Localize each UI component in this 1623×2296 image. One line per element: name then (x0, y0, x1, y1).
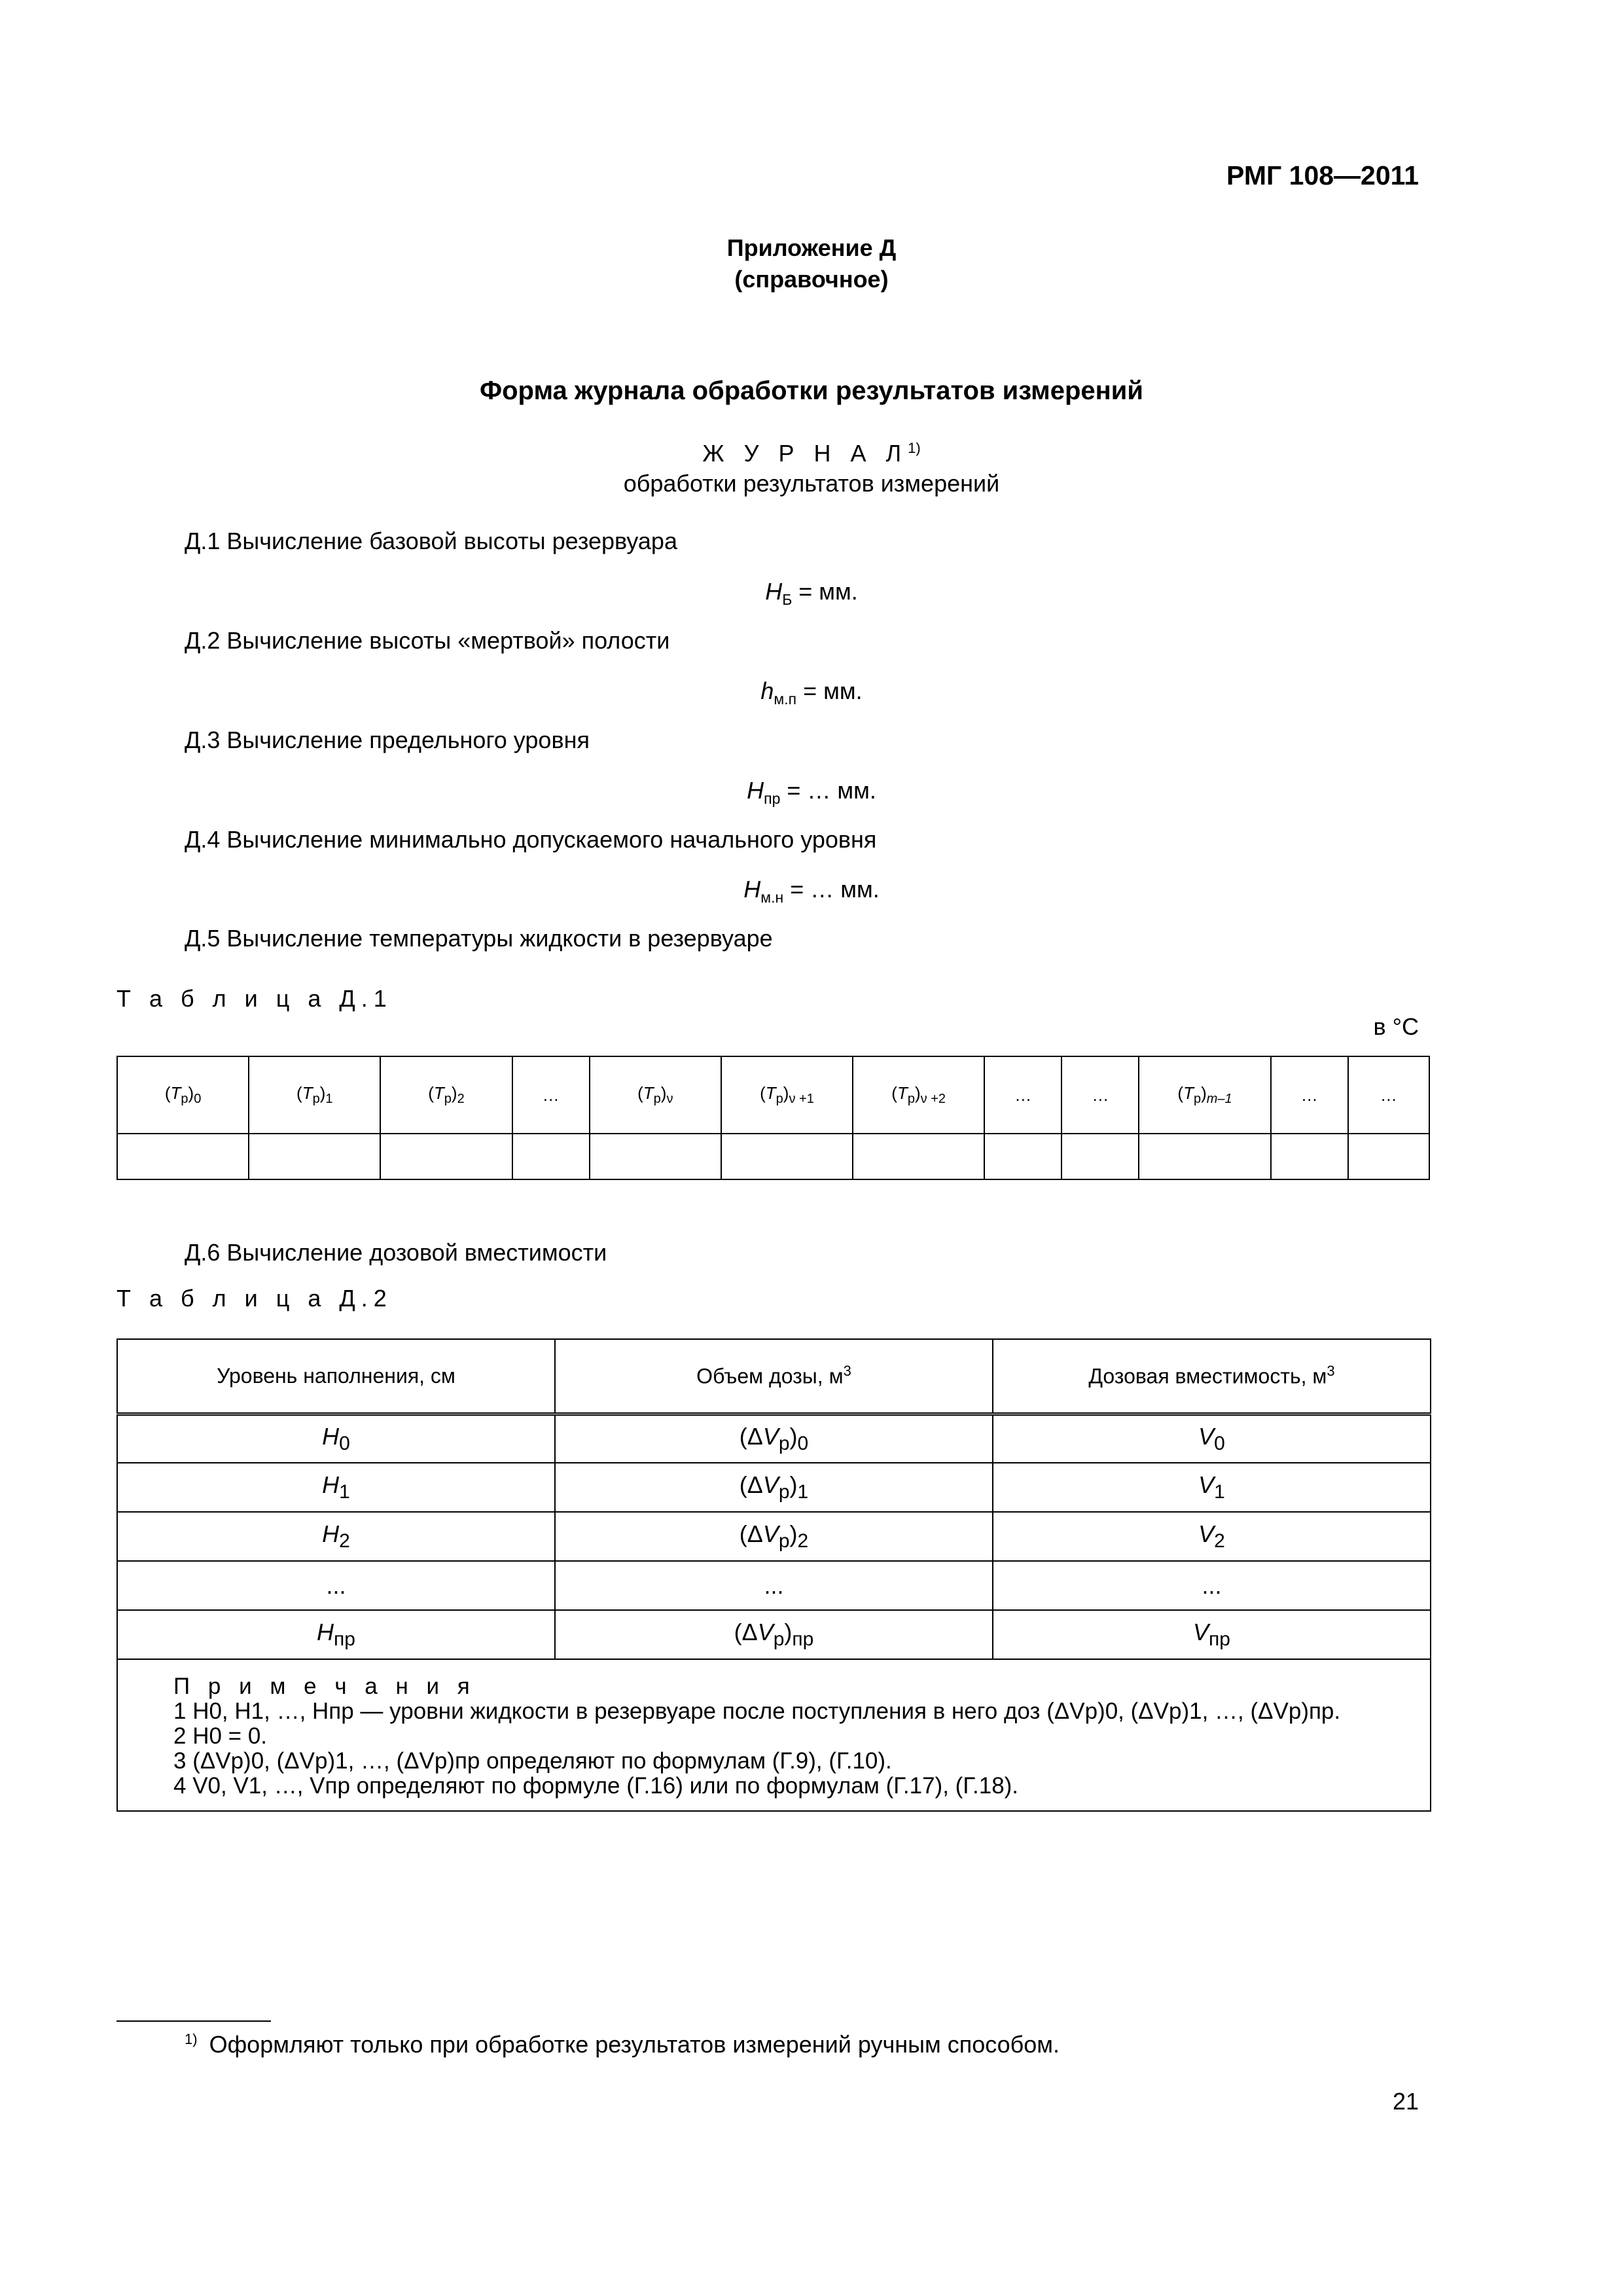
annex-title: Приложение Д (726, 234, 897, 261)
footnote-text: Оформляют только при обработке результатов измерений ручным способом. (209, 2031, 1060, 2058)
table-d1-caption: Т а б л и ц а Д.1 (116, 985, 393, 1012)
table-d1-col-5: $(T_р)_{\nu +1}$ (721, 1056, 853, 1134)
table-d1-col-2: $(T_р)_2$ (380, 1056, 512, 1134)
table-d1-col-10: … (1271, 1056, 1348, 1134)
note-4: 4 V0, V1, …, Vпр определяют по формуле (Г.16) или по формулам (Г.17), (Г.18). (173, 1773, 1019, 1799)
journal-title-text: Ж У Р Н А Л (702, 440, 908, 467)
table-d2 (116, 1338, 1431, 1812)
table-d1-empty-cell (249, 1134, 380, 1179)
table-d1-col-8: … (1061, 1056, 1139, 1134)
footnote (185, 2031, 1060, 2058)
table-d1-empty-cell (721, 1134, 853, 1179)
table-d1-empty-cell (1061, 1134, 1139, 1179)
table-d1-empty-cell (1271, 1134, 1348, 1179)
section-d4-label: Д.4 Вычисление минимально допускаемого начального уровня (185, 826, 877, 853)
note-3: 3 (ΔVр)0, (ΔVр)1, …, (ΔVр)пр определяют по формулам (Г.9), (Г.10). (173, 1748, 892, 1774)
document-code: РМГ 108—2011 (1226, 160, 1419, 190)
table-d2-header-row (117, 1339, 1431, 1414)
footnote-divider (116, 2020, 271, 2022)
table-d1-empty-cell (984, 1134, 1061, 1179)
section-d5-label: Д.5 Вычисление температуры жидкости в резервуаре (185, 925, 773, 952)
journal-footnote-mark: 1) (908, 440, 921, 456)
table-d2-notes-row (117, 1659, 1431, 1811)
annex-heading (0, 232, 1623, 295)
form-title: Форма журнала обработки результатов измерений (479, 376, 1143, 405)
table-d1-col-0: $(T_р)_0$ (117, 1056, 249, 1134)
table-d1-empty-cell (512, 1134, 590, 1179)
table-row: $H_1$ $(\Delta V_р)_1$ $V_1$ (117, 1463, 1431, 1512)
note-2: 2 H0 = 0. (173, 1723, 268, 1749)
section-d6-label: Д.6 Вычисление дозовой вместимости (185, 1239, 607, 1266)
table-d1-col-11: … (1348, 1056, 1429, 1134)
table-d1-empty-cell (853, 1134, 984, 1179)
table-d1-empty-cell (117, 1134, 249, 1179)
table-d1-col-4: $(T_р)_\nu$ (590, 1056, 721, 1134)
table-d1-col-1: $(T_р)_1$ (249, 1056, 380, 1134)
section-d3-label: Д.3 Вычисление предельного уровня (185, 726, 590, 753)
annex-subtitle: (справочное) (734, 266, 889, 293)
table-d1-empty-cell (380, 1134, 512, 1179)
table-d1-unit: в °С (1373, 1013, 1419, 1040)
table-d1 (116, 1056, 1430, 1180)
header-fill-level: Уровень наполнения, см (117, 1339, 555, 1414)
table-d1-empty-cell (590, 1134, 721, 1179)
page-number: 21 (1392, 2088, 1419, 2115)
formula-d3: $H_{пр}$ = … мм. (747, 777, 876, 808)
table-row: $H_{пр}$ $(\Delta V_р)_{пр}$ $V_{пр}$ (117, 1610, 1431, 1659)
header-dose-volume: Объем дозы, $м^3$ (555, 1339, 993, 1414)
table-d1-empty-cell (1348, 1134, 1429, 1179)
table-row: $H_2$ $(\Delta V_р)_2$ $V_2$ (117, 1512, 1431, 1561)
formula-d1: $H_Б$ = мм. (765, 578, 858, 609)
section-d1-label: Д.1 Вычисление базовой высоты резервуара (185, 528, 677, 554)
table-d2-caption: Т а б л и ц а Д.2 (116, 1285, 393, 1312)
table-d1-col-3: … (512, 1056, 590, 1134)
table-row: ... ... ... (117, 1561, 1431, 1610)
table-d1-empty-cell (1139, 1134, 1270, 1179)
journal-subtitle: обработки результатов измерений (623, 470, 1000, 497)
table-row: $H_0$ $(\Delta V_р)_0$ $V_0$ (117, 1414, 1431, 1463)
footnote-mark: 1) (185, 2031, 198, 2047)
table-d1-col-7: … (984, 1056, 1061, 1134)
table-d1-col-9: $(T_р)_{m-1}$ (1139, 1056, 1270, 1134)
note-1: 1 H0, H1, …, Hпр — уровни жидкости в резервуаре после поступления в него доз (ΔVр)0, (ΔVр)1, …, (ΔVр)пр. (173, 1698, 1341, 1724)
table-d1-empty-row (117, 1134, 1429, 1179)
table-d2-notes (117, 1659, 1431, 1811)
table-d1-col-6: $(T_р)_{\nu +2}$ (853, 1056, 984, 1134)
table-d1-header-row (117, 1056, 1429, 1134)
formula-d2: $h_{м.п}$ = мм. (760, 677, 863, 708)
formula-d4: $H_{м.н}$ = … мм. (743, 876, 880, 906)
header-dose-capacity: Дозовая вместимость, $м^3$ (993, 1339, 1431, 1414)
section-d2-label: Д.2 Вычисление высоты «мертвой» полости (185, 627, 670, 654)
notes-title: П р и м е ч а н и я (173, 1674, 476, 1699)
journal-title (0, 440, 1623, 467)
